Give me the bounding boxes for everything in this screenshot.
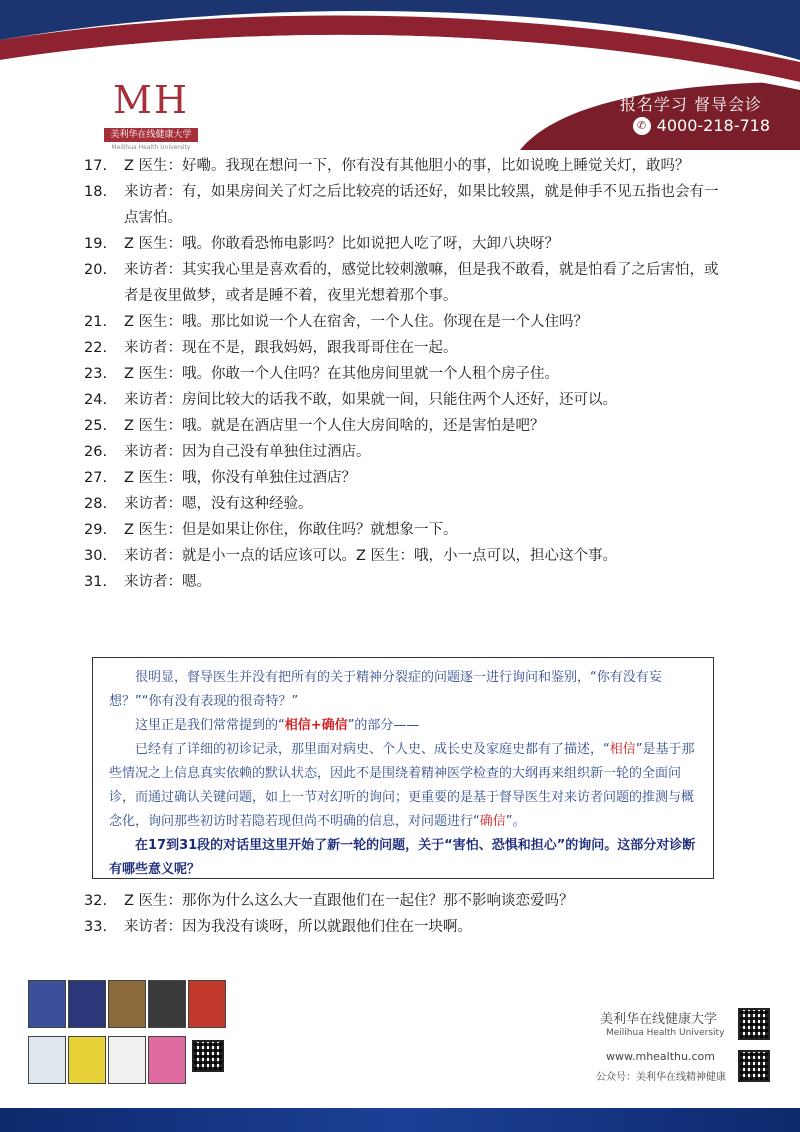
- line-text: Z 医生：哦。你敢看恐怖电影吗？比如说把人吃了呀，大卸八块呀？: [124, 236, 560, 252]
- note-text: ”是基于那些情况之上信息真实依赖的默认状态，因此不是围绕着精神医学检查的大纲再来组织新一轮的全面问诊，而通过确认关键问题，如上一节对幻听的询问；更重要的是基于督导医生对来访者问题的推测与概念化，询问那些初访时若隐若现但尚不明确的信息，对问题进行“: [109, 742, 695, 829]
- book-cover-image: [148, 1036, 186, 1084]
- dialogue-line: [84, 335, 724, 361]
- line-text: 来访者：因为自己没有单独住过酒店。: [124, 444, 371, 460]
- dialogue-list-part2: [84, 888, 724, 940]
- book-cover-image: [28, 980, 66, 1028]
- line-number: 28.: [84, 496, 108, 512]
- dialogue-line: [84, 153, 724, 179]
- book-cover-image: [68, 980, 106, 1028]
- dialogue-line: [84, 413, 724, 439]
- dialogue-line: [84, 914, 724, 940]
- line-text: 来访者：有，如果房间关了灯之后比较亮的话还好，如果比较黑，就是伸手不见五指也会有一点害怕。: [124, 184, 719, 226]
- line-number: 21.: [84, 314, 108, 330]
- note-text: 已经有了详细的初诊记录，那里面对病史、个人史、成长史及家庭史都有了描述，“: [135, 742, 610, 757]
- line-number: 32.: [84, 893, 108, 909]
- footer-bar: [0, 1108, 800, 1132]
- footer-brand: 美利华在线健康大学: [600, 1012, 718, 1027]
- line-number: 22.: [84, 340, 108, 356]
- page-header: [0, 0, 800, 150]
- line-text: Z 医生：哦。就是在酒店里一个人住大房间啥的，还是害怕是吧？: [124, 418, 545, 434]
- dialogue-line: [84, 465, 724, 491]
- line-text: 来访者：嗯，没有这种经验。: [124, 496, 313, 512]
- book-cover-image: [108, 1036, 146, 1084]
- phone-number: 4000-218-718: [656, 116, 770, 135]
- logo-english: Meilihua Health University: [111, 144, 191, 151]
- note-highlight: 相信: [609, 742, 636, 757]
- logo: [96, 78, 206, 150]
- line-text: Z 医生：哦，你没有单独住过酒店？: [124, 470, 357, 486]
- line-number: 20.: [84, 262, 108, 278]
- line-number: 18.: [84, 184, 108, 200]
- note-highlight: 相信+确信: [284, 718, 348, 733]
- book-cover-image: [188, 980, 226, 1028]
- book-covers: [28, 980, 228, 1090]
- phone-icon: ✆: [633, 117, 651, 135]
- book-cover-image: [108, 980, 146, 1028]
- line-number: 31.: [84, 574, 108, 590]
- qr-code-image: [738, 1008, 770, 1040]
- logo-ribbon: 美利华在线健康大学: [104, 128, 197, 142]
- qr-code-image: [738, 1050, 770, 1082]
- footer-url: www.mhealthu.com: [606, 1050, 715, 1063]
- footer-brand-english: Meilihua Health University: [606, 1028, 725, 1038]
- dialogue-line: [84, 309, 724, 335]
- line-text: 来访者：现在不是，跟我妈妈，跟我哥哥住在一起。: [124, 340, 458, 356]
- note-highlight: 确信: [479, 814, 506, 829]
- line-number: 30.: [84, 548, 108, 564]
- line-text: Z 医生：好嘞。我现在想问一下，你有没有其他胆小的事，比如说晚上睡觉关灯，敢吗？: [124, 158, 690, 174]
- line-number: 23.: [84, 366, 108, 382]
- dialogue-list-part1: [84, 153, 724, 595]
- line-number: 26.: [84, 444, 108, 460]
- dialogue-line: [84, 517, 724, 543]
- line-number: 17.: [84, 158, 108, 174]
- line-text: Z 医生：那你为什么这么大一直跟他们在一起住？那不影响谈恋爱吗？: [124, 893, 574, 909]
- line-text: Z 医生：哦。你敢一个人住吗？在其他房间里就一个人租个房子住。: [124, 366, 560, 382]
- header-slogan: 报名学习 督导会诊: [619, 95, 762, 114]
- note-paragraph-2: [109, 714, 701, 738]
- dialogue-line: [84, 361, 724, 387]
- line-number: 25.: [84, 418, 108, 434]
- note-paragraph-1: 很明显，督导医生并没有把所有的关于精神分裂症的问题逐一进行询问和鉴别，“你有没有妄想？”“你有没有表现的很奇特？”: [109, 670, 662, 709]
- dialogue-line: [84, 231, 724, 257]
- note-text: ”。: [505, 814, 526, 829]
- dialogue-line: [84, 569, 724, 595]
- line-text: Z 医生：哦。那比如说一个人在宿舍，一个人住。你现在是一个人住吗？: [124, 314, 589, 330]
- dialogue-line: [84, 888, 724, 914]
- book-cover-image: [68, 1036, 106, 1084]
- line-text: 来访者：就是小一点的话应该可以。Z 医生：哦，小一点可以，担心这个事。: [124, 548, 618, 564]
- line-text: Z 医生：但是如果让你住，你敢住吗？就想象一下。: [124, 522, 458, 538]
- line-text: 来访者：因为我没有谈呀，所以就跟他们住在一块啊。: [124, 919, 472, 935]
- note-text: 这里正是我们常常提到的“: [135, 718, 285, 733]
- line-number: 27.: [84, 470, 108, 486]
- logo-mark: MH: [112, 78, 190, 122]
- dialogue-line: [84, 543, 724, 569]
- dialogue-line: [84, 257, 724, 309]
- line-text: 来访者：其实我心里是喜欢看的，感觉比较刺激嘛，但是我不敢看，就是怕看了之后害怕，或者是夜里做梦，或者是睡不着，夜里光想着那个事。: [124, 262, 719, 304]
- line-text: 来访者：房间比较大的话我不敢，如果就一间，只能住两个人还好，还可以。: [124, 392, 617, 408]
- book-cover-image: [148, 980, 186, 1028]
- supervisor-note-box: [92, 657, 714, 879]
- line-number: 33.: [84, 919, 108, 935]
- dialogue-line: [84, 387, 724, 413]
- dialogue-line: [84, 491, 724, 517]
- dialogue-line: [84, 439, 724, 465]
- note-text: ”的部分——: [347, 718, 420, 733]
- note-paragraph-3: [109, 738, 701, 834]
- footer-public-account: 公众号：美利华在线精神健康: [596, 1072, 726, 1083]
- line-number: 19.: [84, 236, 108, 252]
- line-number: 24.: [84, 392, 108, 408]
- line-number: 29.: [84, 522, 108, 538]
- qr-code-image: [192, 1040, 224, 1072]
- line-text: 来访者：嗯。: [124, 574, 211, 590]
- note-question: 在17到31段的对话里这里开始了新一轮的问题，关于“害怕、恐惧和担心”的询问。这部分对诊断有哪些意义呢？: [109, 838, 696, 877]
- dialogue-line: [84, 179, 724, 231]
- book-cover-image: [28, 1036, 66, 1084]
- header-phone: [633, 116, 770, 135]
